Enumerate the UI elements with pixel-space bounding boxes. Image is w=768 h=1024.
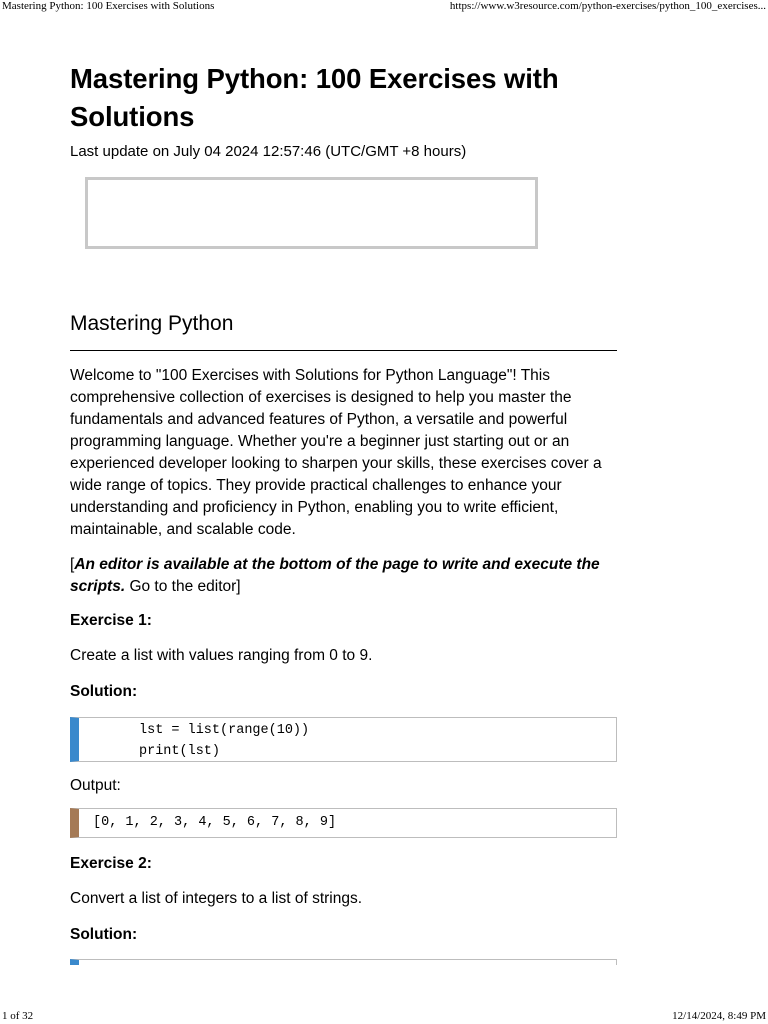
print-datetime: 12/14/2024, 8:49 PM bbox=[672, 1010, 766, 1022]
exercise-2-solution-label: Solution: bbox=[70, 926, 138, 943]
exercise-1-label: Exercise 1: bbox=[70, 612, 152, 629]
exercise-2-label: Exercise 2: bbox=[70, 855, 152, 872]
section-heading: Mastering Python bbox=[70, 309, 617, 351]
editor-note-close: ] bbox=[236, 578, 241, 595]
print-header bbox=[0, 0, 768, 14]
article bbox=[70, 60, 617, 965]
print-header-title: Mastering Python: 100 Exercises with Solutions bbox=[2, 0, 215, 12]
editor-note-emphasis: An editor is available at the bottom of the page to write and execute the scripts. bbox=[70, 556, 600, 595]
ad-placeholder bbox=[85, 177, 538, 249]
exercise-1-code-block: lst = list(range(10)) print(lst) bbox=[70, 717, 617, 762]
exercise-2-code-block bbox=[70, 959, 617, 965]
go-to-editor-link[interactable]: Go to the editor bbox=[125, 578, 237, 595]
exercise-1-solution-label: Solution: bbox=[70, 683, 138, 700]
page-title: Mastering Python: 100 Exercises with Solutions bbox=[70, 63, 559, 132]
exercise-1-output-label: Output: bbox=[70, 777, 121, 794]
editor-note bbox=[70, 554, 617, 598]
exercise-1-description: Create a list with values ranging from 0 to 9. bbox=[70, 647, 373, 664]
editor-note-open: [ bbox=[70, 556, 75, 573]
print-header-url[interactable]: https://www.w3resource.com/python-exercises/python_100_exercises... bbox=[449, 0, 766, 12]
print-footer bbox=[0, 1010, 768, 1024]
intro-paragraph: Welcome to "100 Exercises with Solutions for Python Language"! This comprehensive collection of exercises is designed to help you master the fundamentals and advanced features of Python, a versatile and powerful programming language. Whether you're a beginner just starting out or an experienced developer looking to sharpen your skills, these exercises cover a wide range of topics. They provide practical challenges to enhance your understanding and proficiency in Python, enabling you to write efficient, maintainable, and scalable code. bbox=[70, 367, 602, 538]
exercise-2-description: Convert a list of integers to a list of strings. bbox=[70, 890, 363, 907]
exercise-1-output-block: [0, 1, 2, 3, 4, 5, 6, 7, 8, 9] bbox=[70, 808, 617, 838]
last-update: Last update on July 04 2024 12:57:46 (UTC/GMT +8 hours) bbox=[70, 143, 467, 160]
page-number: 1 of 32 bbox=[2, 1010, 34, 1022]
